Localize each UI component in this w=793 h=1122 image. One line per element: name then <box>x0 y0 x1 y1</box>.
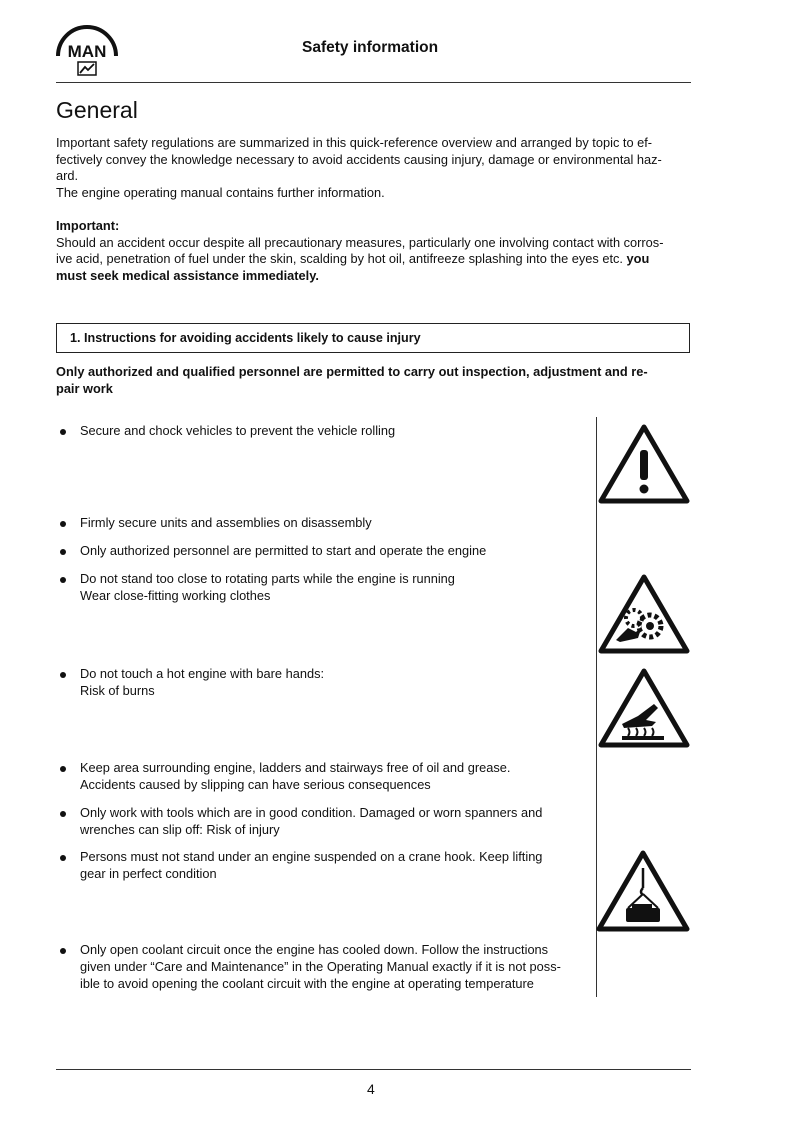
section-header-box <box>56 323 690 353</box>
list-item <box>56 942 596 992</box>
list-item-text: Only authorized personnel are permitted to start and operate the engine <box>80 543 487 558</box>
list-item-text: ible to avoid opening the coolant circuit with the engine at operating temperature <box>80 975 534 991</box>
page-title: General <box>56 97 138 123</box>
list-item <box>56 571 596 605</box>
bullet-dot <box>60 521 66 527</box>
bullet-dot <box>60 855 66 861</box>
list-item-text: given under “Care and Maintenance” in the Operating Manual exactly if it is not poss- <box>80 958 561 974</box>
list-item-text: wrenches can slip off: Risk of injury <box>80 821 280 837</box>
bullet-dot <box>60 672 66 678</box>
list-item-text: Keep area surrounding engine, ladders and stairways free of oil and grease. <box>80 760 511 775</box>
header-divider <box>56 82 691 83</box>
suspended-load-warning-icon <box>596 850 690 937</box>
list-item-text: Only open coolant circuit once the engine has cooled down. Follow the instructions <box>80 942 549 957</box>
general-warning-icon <box>598 424 690 509</box>
intro-paragraph <box>56 135 696 201</box>
important-line-bold: must seek medical assistance immediately. <box>56 267 319 283</box>
man-logo <box>54 22 120 78</box>
intro-line: Important safety regulations are summarized in this quick-reference overview and arranged by topic to ef- <box>56 135 653 150</box>
list-item-text: Firmly secure units and assemblies on disassembly <box>80 515 372 530</box>
bullet-dot <box>60 766 66 772</box>
important-line: Should an accident occur despite all precautionary measures, particularly one involving contact with corros- <box>56 234 664 250</box>
list-item-text: Persons must not stand under an engine suspended on a crane hook. Keep lifting <box>80 849 543 864</box>
list-item <box>56 760 596 794</box>
bullet-dot <box>60 549 66 555</box>
list-item <box>56 666 596 700</box>
list-item <box>56 805 596 839</box>
section-title: 1. Instructions for avoiding accidents likely to cause injury <box>70 331 421 345</box>
bullet-dot <box>60 948 66 954</box>
list-item-text: Do not stand too close to rotating parts while the engine is running <box>80 571 455 586</box>
header-title: Safety information <box>302 39 439 56</box>
logo-text: MAN <box>67 42 107 61</box>
list-item-text: Do not touch a hot engine with bare hands: <box>80 666 325 681</box>
hot-surface-warning-icon <box>598 668 690 753</box>
rotating-parts-warning-icon <box>598 574 690 659</box>
subheading-line: pair work <box>56 380 113 396</box>
list-item <box>56 423 596 440</box>
important-line-2 <box>56 251 696 268</box>
subheading-line: Only authorized and qualified personnel are permitted to carry out inspection, adjustment and re- <box>56 364 648 379</box>
list-item-text: Risk of burns <box>80 682 155 698</box>
important-paragraph <box>56 218 696 284</box>
bullet-dot <box>60 811 66 817</box>
section-subheading <box>56 364 696 397</box>
important-line-text: ive acid, penetration of fuel under the skin, scalding by hot oil, antifreeze splashing into the eyes etc. <box>56 251 623 266</box>
intro-line: fectively convey the knowledge necessary to avoid accidents causing injury, damage or environmental haz- <box>56 151 662 167</box>
list-item <box>56 515 596 532</box>
list-item-text: Only work with tools which are in good condition. Damaged or worn spanners and <box>80 805 543 820</box>
intro-line: The engine operating manual contains further information. <box>56 184 385 200</box>
footer-divider <box>56 1069 691 1070</box>
list-item-text: Wear close-fitting working clothes <box>80 587 271 603</box>
list-item <box>56 543 596 560</box>
bullet-dot <box>60 577 66 583</box>
list-item-text: Accidents caused by slipping can have serious consequences <box>80 776 431 792</box>
important-bold-you: you <box>626 251 650 266</box>
list-item <box>56 849 596 883</box>
intro-line: ard. <box>56 168 79 183</box>
important-label: Important: <box>56 218 120 233</box>
bullet-dot <box>60 429 66 435</box>
list-item-text: gear in perfect condition <box>80 865 217 881</box>
page-number: 4 <box>367 1081 375 1097</box>
list-item-text: Secure and chock vehicles to prevent the vehicle rolling <box>80 423 396 438</box>
